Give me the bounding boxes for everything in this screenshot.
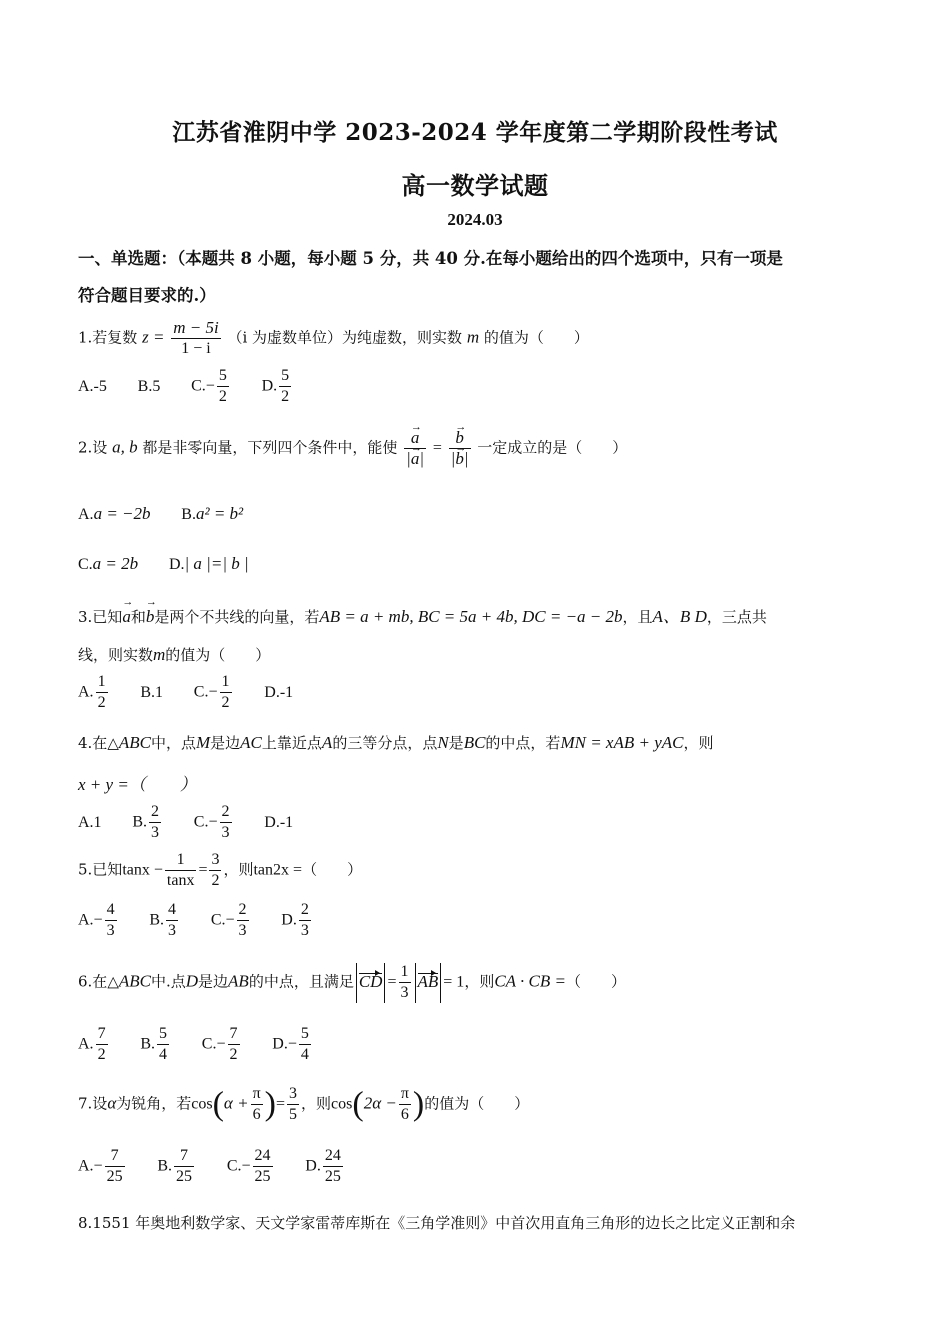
q7-optd-label: D. [305,1157,321,1175]
q5-f2-den: 2 [211,872,220,889]
q4-option-d[interactable]: D.-1 [264,813,294,831]
q2-optd-label: D. [168,556,185,573]
q2-option-a[interactable] [78,504,151,524]
q1-var: m [466,327,480,347]
q4-text-a: 中，点 [150,734,196,752]
q6-option-d[interactable] [272,1024,313,1065]
q7-eq: = [275,1095,286,1113]
q1-option-c[interactable] [191,366,231,407]
q5-optd-den: 3 [300,922,309,939]
q6-text-a: 中.点 [150,972,186,991]
q6-optd-label: D.− [272,1035,297,1053]
q6-vec-cd: CD [358,971,383,991]
q4-a: A [321,733,333,752]
question-2: 2.设 a, b 都是非零向量，下列四个条件中，能使 → $\frac{a}{|\to a|}$ = → $\frac{b}{|\to b|}$ 一定成立的是（ ） [78,428,627,469]
q3-vec-a: → a [122,607,131,627]
q7-alpha: α [107,1093,117,1113]
q1-den: 1 − i [181,340,211,357]
q4-text-f: 的中点，若 [485,734,561,752]
q1-optd-frac [279,366,291,407]
q4-line2 [78,770,197,795]
q8-text: 8.1551 年奥地利数学家、天文学家雷蒂库斯在《三角学准则》中首次用直角三角形的边长之比定义正割和余 [78,1214,796,1232]
q6-option-a[interactable] [78,1024,110,1065]
question-5 [78,850,362,891]
q6-optc-label: C.− [201,1035,226,1053]
q2-option-c[interactable] [78,554,138,574]
q5-optc-num: 2 [237,900,249,921]
q6-text-b: 是边 [198,972,229,991]
q7-optb-num: 7 [174,1146,194,1167]
q4-options [78,802,319,843]
q5-eq: = [198,861,208,879]
q1-option-d[interactable] [262,366,294,407]
q7-option-b[interactable] [157,1146,196,1187]
q4-optc-num: 2 [220,802,232,823]
question-1 [78,318,589,359]
q4-m: M [195,733,211,752]
q6-vec-ab: AB [417,971,439,991]
q2-options-cd [78,554,275,574]
section-heading-line1: 一、单选题：（本题共 8 小题，每小题 5 分，共 40 分.在每小题给出的四个选项中，只有一项是 [78,249,783,268]
q4-prefix: 4.在 [78,734,108,752]
q3-text-c: ，三点共 [706,608,767,626]
q4-optc-den: 3 [221,824,230,841]
q6-optb-num: 5 [157,1024,169,1045]
q6-abc: ABC [118,971,151,991]
q4-text-e: 是 [448,734,464,752]
q3-optc-den: 2 [221,694,230,711]
q7-v-num: 3 [287,1084,299,1105]
q7-opta-den: 25 [106,1168,123,1185]
q1-optc-sign: − [205,377,215,395]
q5-opta-den: 3 [106,922,115,939]
q5-option-d[interactable] [281,900,313,941]
q4-optb-num: 2 [149,802,161,823]
q6-option-c[interactable] [202,1024,242,1065]
q7-v-den: 5 [289,1106,298,1123]
q7-text-b: ，则 [301,1094,332,1113]
q5-opta-num: 4 [105,900,117,921]
q3-options [78,672,319,713]
q5-opta-label: A.− [78,911,103,929]
q1-option-a[interactable]: A.-5 [78,377,107,395]
question-6: 6.在△ABC中.点D是边AB的中点，且满足 CD = $\frac{1}{3}$ AB = 1，则CA · CB =（ ） [78,963,626,1001]
q3-line2-end: 的值为（ ） [165,646,271,664]
q5-f1-num: 1 [165,850,197,871]
q5-text-a: ，则 [223,860,254,879]
q7-optc-den: 25 [254,1168,271,1185]
q1-optd-label: D. [261,377,278,395]
q4-expr: MN = xAB + yAC [560,733,684,752]
q7-pi2-den: 6 [400,1106,409,1123]
q1-options [78,366,319,407]
q7-optb-den: 25 [176,1168,193,1185]
question-8 [78,1212,795,1233]
q2-unit-b: → $\frac{b}{|\to b|}$ [449,428,471,469]
q6-text-c: 的中点，且满足 [248,972,354,991]
q5-option-c[interactable] [211,900,251,941]
q7-pi-num: π [251,1084,263,1105]
q7-opta-label: A.− [78,1157,103,1175]
q4-option-a[interactable]: A.1 [78,813,102,831]
q7-inner2: 2α − [363,1093,397,1113]
q2-vars: a, b [112,437,138,457]
q3-opta-num: 1 [96,672,108,693]
q1-optc-label: C. [191,377,206,395]
q5-optb-num: 4 [166,900,178,921]
q6-optc-num: 7 [228,1024,240,1045]
q1-num: m − 5i [173,318,219,337]
q2-options-ab [78,504,269,524]
q3-var: m [153,645,166,664]
q4-option-c[interactable] [194,802,234,843]
q2-text-b: 一定成立的是（ ） [477,438,628,457]
q5-options [78,900,339,941]
question-3 [78,602,767,627]
exam-date: 2024.03 [447,210,503,229]
q3-option-b[interactable]: B.1 [140,683,164,701]
q3-and: 和 [130,608,146,626]
q6-option-b[interactable] [140,1024,171,1065]
q6-text-e: （ ） [565,972,626,991]
q6-ab: AB [228,971,249,991]
q6-opta-den: 2 [97,1046,106,1063]
q4-ac: AC [240,733,262,752]
q7-text-a: 为锐角，若 [116,1094,192,1113]
q7-option-a[interactable] [78,1146,127,1187]
q1-optc-den: 2 [218,388,227,405]
q1-option-b[interactable]: B.5 [137,377,161,395]
question-7: 7.设α为锐角，若cos(α + $\frac{\pi}{6}$ )= $\frac{3}{5}$ ，则cos(2α − $\frac{\pi}{6}$ )的值为（ ） [78,1085,530,1123]
q3-vec-b: → b [146,607,155,627]
q1-optc-frac [217,366,229,407]
q7-pi2-num: π [399,1084,411,1105]
q5-tan: tanx − [122,861,163,879]
q3-opta-label: A. [78,683,94,701]
q5-optd-label: D. [281,911,297,929]
q4-n: N [437,733,449,752]
q4-optb-label: B. [132,813,148,831]
q2-option-b[interactable] [181,504,243,524]
q4-triangle-icon: △ [107,734,119,752]
q5-f1-den: tanx [166,872,195,889]
section-heading-line2: 符合题目要求的.） [78,286,216,305]
q4-text-g: ，则 [683,734,714,752]
q5-optc-label: C.− [210,911,235,929]
question-4 [78,732,713,753]
q6-triangle-icon: △ [107,972,119,991]
q6-f-num: 1 [399,962,411,983]
q6-prefix: 6.在 [78,972,108,991]
q4-text-c: 上靠近点 [261,734,322,752]
q3-option-d[interactable]: D.-1 [264,683,294,701]
q1-fraction [171,318,220,359]
exam-subtitle: 高一数学试题 [401,171,549,200]
q2-optc-expr: a = 2b [92,554,139,573]
q6-opta-label: A. [78,1035,94,1053]
q6-d: D [185,971,199,991]
q7-optb-label: B. [157,1157,173,1175]
q5-tan2: tan2x = [253,861,303,879]
q7-options [78,1146,371,1187]
q6-eq: = 1 [443,973,465,991]
q3-text-b: ，且 [622,608,653,626]
q6-options [78,1024,339,1065]
q7-optd-den: 25 [324,1168,341,1185]
q4-line2-text: x + y =（ ） [78,775,197,794]
q7-optd-num: 24 [323,1146,343,1167]
q4-optb-den: 3 [151,824,160,841]
q3-opta-den: 2 [97,694,106,711]
q5-option-b[interactable] [149,900,180,941]
q7-optc-num: 24 [253,1146,273,1167]
q5-f2-num: 3 [209,850,221,871]
q5-text-b: （ ） [302,860,363,879]
q5-optc-den: 3 [238,922,247,939]
q1-text-a: （i 为虚数单位）为纯虚数，则实数 [227,328,463,347]
q7-option-c[interactable] [227,1146,275,1187]
exam-title: 江苏省淮阴中学 2023-2024 学年度第二学期阶段性考试 [172,119,778,146]
q6-optc-den: 2 [229,1046,238,1063]
q5-optd-num: 2 [299,900,311,921]
q1-z: z = [142,327,165,347]
q2-unit-a: → $\frac{a}{|\to a|}$ [404,428,426,469]
q2-prefix: 2.设 [78,438,108,457]
q7-opta-num: 7 [105,1146,125,1167]
q1-text-b: 的值为（ ） [483,328,589,347]
q4-text-d: 的三等分点，点 [332,734,438,752]
q3-option-c[interactable] [194,672,234,713]
q4-text-b: 是边 [210,734,241,752]
q4-optc-label: C.− [193,813,218,831]
q2-opta-expr: a = −2b [93,504,151,523]
q7-inner1: α + [223,1093,249,1113]
q7-prefix: 7.设 [78,1094,108,1113]
q3-points: A、B D [652,607,707,626]
q2-optd-expr: | a |=| b | [184,554,249,573]
q6-opta-num: 7 [96,1024,108,1045]
q3-option-a[interactable] [78,672,110,713]
q3-line2 [78,644,270,665]
q2-optc-label: C. [78,556,93,573]
q4-option-b[interactable] [132,802,163,843]
q3-optc-num: 1 [220,672,232,693]
q3-prefix: 3.已知 [78,608,123,626]
q2-opta-label: A. [78,506,94,523]
q7-option-d[interactable] [305,1146,345,1187]
q1-optd-num: 5 [279,366,291,387]
q7-optc-label: C.− [226,1157,251,1175]
q2-optb-label: B. [181,506,196,523]
q1-prefix: 1.若复数 [78,328,138,347]
q6-text-d: ，则 [464,972,495,991]
q2-optb-expr: a² = b² [195,504,244,523]
q5-optb-label: B. [149,911,165,929]
q3-expr: AB = a + mb, BC = 5a + 4b, DC = −a − 2b [319,607,623,626]
section-heading [78,240,878,314]
q2-text-a: 都是非零向量，下列四个条件中，能使 [142,438,398,457]
q3-optc-label: C.− [193,683,218,701]
q6-f-den: 3 [400,984,409,1001]
q7-text-c: 的值为（ ） [424,1094,530,1113]
q5-option-a[interactable] [78,900,119,941]
q1-optd-den: 2 [281,388,290,405]
q3-text-a: 是两个不共线的向量，若 [154,608,320,626]
q6-optd-num: 5 [299,1024,311,1045]
q1-optc-num: 5 [217,366,229,387]
q6-optd-den: 4 [300,1046,309,1063]
q6-expr: CA · CB = [494,971,566,991]
q7-cos2: cos [331,1095,353,1113]
q6-optb-den: 4 [159,1046,168,1063]
q2-option-d[interactable] [169,554,249,574]
q5-prefix: 5.已知 [78,860,123,879]
q4-bc: BC [463,733,486,752]
q7-cos: cos [191,1095,213,1113]
q3-line2-text: 线，则实数 [78,646,154,664]
q5-optb-den: 3 [168,922,177,939]
q4-abc: ABC [118,733,151,752]
q6-optb-label: B. [140,1035,156,1053]
q7-pi-den: 6 [252,1106,261,1123]
